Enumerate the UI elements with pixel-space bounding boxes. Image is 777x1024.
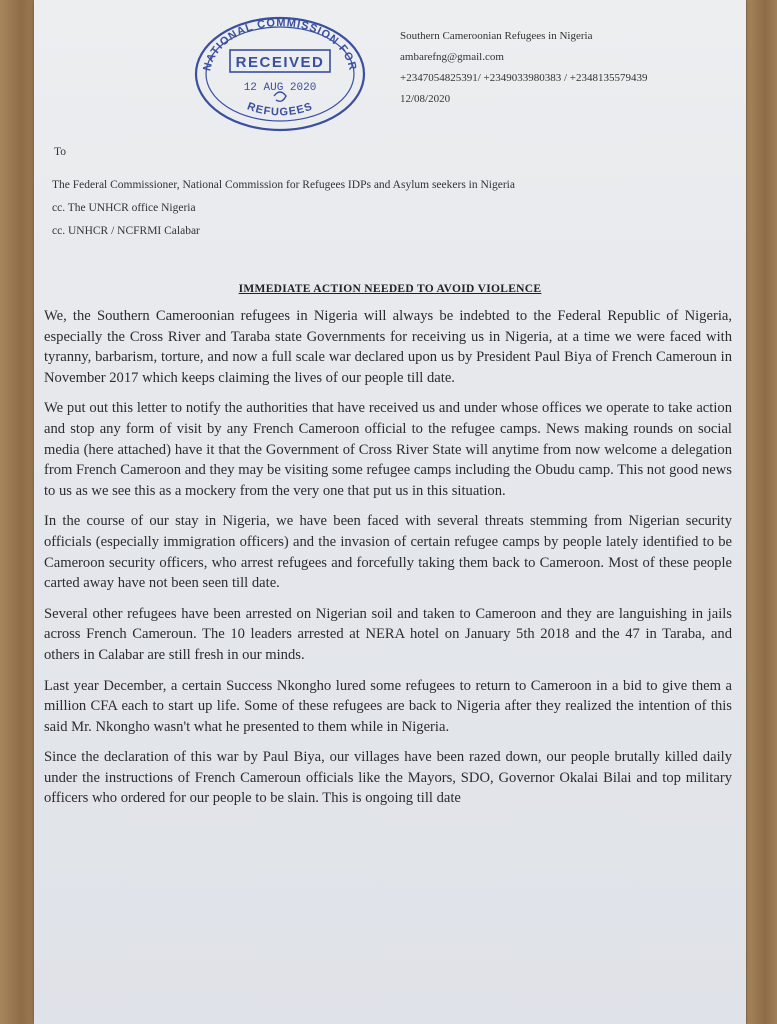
body-paragraph: Last year December, a certain Success Nkongho lured some refugees to return to Cameroon in a bid to give them a million CFA each to start up life. Some of these refugees are back to Nigeria after they realized the intention of this said Mr. Nkongho wasn't what he presented to them while in Nigeria. <box>44 677 732 735</box>
sender-phones: +2347054825391/ +2349033980383 / +2348135579439 <box>400 72 648 84</box>
stamp-top-arc: NATIONAL COMMISSION FOR <box>201 16 359 73</box>
recipient-cc-1: cc. The UNHCR office Nigeria <box>52 202 196 214</box>
body-paragraph: Several other refugees have been arrested on Nigerian soil and taken to Cameroon and they are languishing in jails across French Cameroun. The 10 leaders arrested at NERA hotel on January 5th 2018 and the 47 in Taraba, and others in Calabar are still fresh in our minds. <box>44 605 732 663</box>
letter-body <box>44 306 732 819</box>
svg-text:REFUGEES <box>246 100 315 118</box>
letter-date: 12/08/2020 <box>400 93 451 105</box>
to-label: To <box>54 146 66 158</box>
stamp-bottom-label: REFUGEES <box>245 100 315 119</box>
desk-surface-left <box>0 0 36 1024</box>
recipient-cc-2: cc. UNHCR / NCFRMI Calabar <box>52 225 200 237</box>
recipient-primary: The Federal Commissioner, National Commission for Refugees IDPs and Asylum seekers in Nigeria <box>52 179 515 191</box>
stamp-date: 12 AUG 2020 <box>243 82 317 94</box>
letter-page <box>34 0 746 1024</box>
body-paragraph: In the course of our stay in Nigeria, we have been faced with several threats stemming from Nigerian security officials (especially immigration officers) and the invasion of certain refugee camps by people lately identified to be Cameroon security officers, who arrest refugees and forcefully taking them back to Cameroon. Most of these people carted away have not been seen till date. <box>44 513 732 592</box>
received-stamp <box>192 14 368 132</box>
sender-email: ambarefng@gmail.com <box>400 51 504 63</box>
sender-organization: Southern Cameroonian Refugees in Nigeria <box>400 30 593 42</box>
body-paragraph: We, the Southern Cameroonian refugees in Nigeria will always be indebted to the Federal Republic of Nigeria, especially the Cross River and Taraba state Governments for receiving us in Nigeria, at a time we were faced with tyranny, barbarism, torture, and now a full scale war declared upon us by President Paul Biya of French Cameroun in November 2017 which keeps claiming the lives of our people till date. <box>44 308 732 386</box>
sender-details <box>400 26 720 110</box>
letter-headline: IMMEDIATE ACTION NEEDED TO AVOID VIOLENCE <box>238 283 542 295</box>
desk-surface-right <box>747 0 777 1024</box>
recipient-list <box>52 174 732 243</box>
body-paragraph: We put out this letter to notify the authorities that have received us and under whose offices we operate to take action and stop any form of visit by any French Cameroon official to the refugee camps. News making rounds on social media (here attached) have it that the Government of Cross River State will anytime from now welcome a delegation from French Cameroon and they may be visiting some refugee camps including the Obudu camp. This not good news to us as we see this as a mockery from the very one that put us in this situation. <box>44 400 732 499</box>
received-stamp-graphic <box>192 14 368 132</box>
body-paragraph: Since the declaration of this war by Paul Biya, our villages have been razed down, our people brutally killed daily under the instructions of French Cameroun officials like the Mayors, SDO, Governor Okalai Bilai and top military officers who ordered for our people to be slain. This is ongoing till date <box>44 749 732 807</box>
stamp-received-label: RECEIVED <box>235 54 325 71</box>
